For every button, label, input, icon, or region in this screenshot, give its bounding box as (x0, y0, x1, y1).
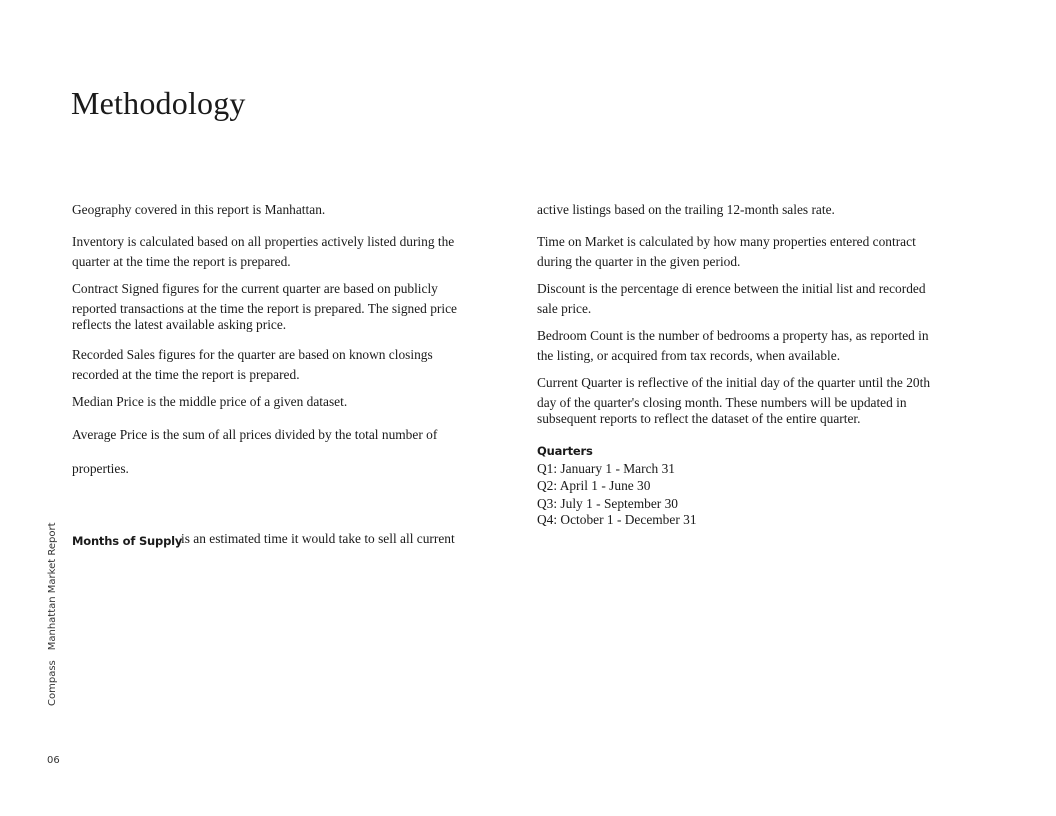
quarter-item: Q1: January 1 - March 31 (537, 461, 675, 476)
recorded-sales-text-line: Recorded Sales figures for the quarter are based on known closings (72, 347, 433, 362)
bedroom-count-text-line: Bedroom Count is the number of bedrooms a property has, as reported in (537, 328, 929, 343)
geography-text: Geography covered in this report is Manhattan. (72, 202, 326, 217)
recorded-sales-text-line: recorded at the time the report is prepared. (72, 367, 300, 382)
time-on-market-text-line: Time on Market is calculated by how many properties entered contract (537, 234, 916, 249)
discount-text-line: Discount is the percentage di erence between the initial list and recorded (537, 281, 926, 296)
current-quarter-text-line: day of the quarter's closing month. These numbers will be updated in (537, 395, 907, 410)
brand-name: Compass (47, 660, 58, 706)
quarter-item: Q4: October 1 - December 31 (537, 512, 697, 527)
months-of-supply-continued: active listings based on the trailing 12-month sales rate. (537, 202, 835, 217)
months-of-supply-text: is an estimated time it would take to sell all current (181, 531, 455, 546)
page-title: Methodology (71, 85, 246, 122)
months-of-supply-term: Months of Supply (72, 534, 183, 548)
average-price-text-line: Average Price is the sum of all prices divided by the total number of (72, 427, 438, 442)
current-quarter-text-line: subsequent reports to reflect the dataset of the entire quarter. (537, 411, 861, 426)
quarter-item: Q2: April 1 - June 30 (537, 478, 651, 493)
quarter-item: Q3: July 1 - September 30 (537, 496, 678, 511)
average-price-text-line: properties. (72, 461, 129, 476)
time-on-market-text-line: during the quarter in the given period. (537, 254, 741, 269)
contract-signed-text-line: reported transactions at the time the report is prepared. The signed price (72, 301, 457, 316)
inventory-text-line: Inventory is calculated based on all properties actively listed during the (72, 234, 455, 249)
contract-signed-text-line: Contract Signed figures for the current quarter are based on publicly (72, 281, 438, 296)
discount-text-line: sale price. (537, 301, 592, 316)
contract-signed-text-line: reflects the latest available asking price. (72, 317, 287, 332)
report-name: Manhattan Market Report (47, 522, 58, 651)
current-quarter-text-line: Current Quarter is reflective of the initial day of the quarter until the 20th (537, 375, 931, 390)
side-label (47, 523, 58, 707)
bedroom-count-text-line: the listing, or acquired from tax records, when available. (537, 348, 841, 363)
inventory-text-line: quarter at the time the report is prepared. (72, 254, 291, 269)
quarters-heading: Quarters (537, 444, 593, 458)
page-number: 06 (47, 755, 60, 766)
median-price-text: Median Price is the middle price of a given dataset. (72, 394, 348, 409)
